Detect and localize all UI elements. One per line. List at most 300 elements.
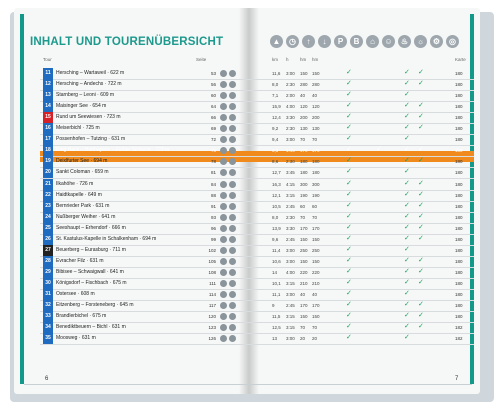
tour-page: 56 xyxy=(210,82,216,88)
check-icon: ✓ xyxy=(346,223,352,231)
tour-descent: 40 xyxy=(312,93,318,99)
check-icon: ✓ xyxy=(404,69,410,76)
difficulty-icon xyxy=(220,81,227,88)
tour-map-page: 180 xyxy=(455,292,463,297)
check-icon: ✓ xyxy=(346,201,352,209)
tour-ascent: 170 xyxy=(300,225,308,231)
tour-duration: 3:00 xyxy=(286,336,295,342)
tour-duration: 2:00 xyxy=(286,93,295,99)
check-icon: ✓ xyxy=(418,201,424,209)
tour-ascent: 40 xyxy=(300,292,306,297)
tour-duration: 3:00 xyxy=(286,292,295,297)
tour-duration: 2:45 xyxy=(286,303,295,309)
tour-duration: 3:30 xyxy=(286,225,295,231)
difficulty-icon xyxy=(220,203,227,210)
check-icon: ✓ xyxy=(404,267,410,275)
tour-ascent: 200 xyxy=(300,115,308,121)
difficulty-icon xyxy=(220,291,227,298)
left-accent-bar xyxy=(20,14,24,384)
tour-number: 28 xyxy=(43,256,53,267)
category-icon xyxy=(229,114,236,121)
tour-map-page: 182 xyxy=(455,325,463,331)
tour-duration: 1:45 xyxy=(286,148,295,154)
tour-page: 117 xyxy=(208,303,216,309)
tour-km: 6,3 xyxy=(272,148,279,154)
tour-duration: 3:00 xyxy=(286,258,295,264)
tour-ascent: 60 xyxy=(300,203,306,209)
tour-km: 9 xyxy=(272,303,275,309)
check-icon: ✓ xyxy=(418,278,424,286)
check-icon: ✓ xyxy=(418,146,424,154)
tour-ascent: 180 xyxy=(300,159,308,165)
check-icon: ✓ xyxy=(418,323,424,331)
tour-name: Beuerberg – Eurasburg · 711 m xyxy=(56,246,126,253)
tour-descent: 210 xyxy=(312,280,320,286)
category-icon xyxy=(229,92,236,99)
tour-duration: 3:45 xyxy=(286,170,295,176)
check-icon: ✓ xyxy=(346,234,352,242)
tour-ascent: 150 xyxy=(300,314,308,320)
tour-map-page: 180 xyxy=(455,236,463,242)
tour-descent: 70 xyxy=(312,214,318,220)
tour-duration: 2:30 xyxy=(286,126,295,132)
tour-km: 11,1 xyxy=(272,292,281,297)
check-icon: ✓ xyxy=(346,135,352,143)
check-icon: ✓ xyxy=(346,301,352,309)
check-icon: ✓ xyxy=(418,267,424,275)
tour-descent: 170 xyxy=(312,225,320,231)
check-icon: ✓ xyxy=(346,124,352,132)
tour-name: Königsdorf – Fischbach · 675 m xyxy=(56,279,127,286)
difficulty-icon xyxy=(220,147,227,154)
difficulty-icon xyxy=(220,324,227,331)
tour-name: Eitzenberg – Forsteneberg · 645 m xyxy=(56,302,134,309)
food-icon: ♨ xyxy=(398,35,411,48)
tour-name: Meiserbichl · 725 m xyxy=(56,125,100,132)
tour-duration: 3:15 xyxy=(286,192,295,198)
check-icon: ✓ xyxy=(404,102,410,110)
tour-km: 7,1 xyxy=(272,93,279,99)
tour-descent: 130 xyxy=(312,126,320,132)
category-icon xyxy=(229,258,236,265)
check-icon: ✓ xyxy=(418,69,424,76)
check-icon: ✓ xyxy=(404,179,410,187)
check-icon: ✓ xyxy=(404,312,410,320)
check-icon: ✓ xyxy=(346,256,352,264)
col-hm-down: hm xyxy=(312,57,319,62)
tour-number: 20 xyxy=(43,167,53,178)
tour-descent: 180 xyxy=(312,170,320,176)
tour-name: Rund um Seewiesen · 723 m xyxy=(56,114,121,121)
tour-ascent: 40 xyxy=(300,93,306,99)
check-icon: ✓ xyxy=(418,234,424,242)
col-km: km xyxy=(272,57,278,62)
difficulty-icon xyxy=(220,313,227,320)
tour-km: 10,6 xyxy=(272,258,281,264)
tour-number: 24 xyxy=(43,212,53,223)
check-icon: ✓ xyxy=(404,301,410,309)
tour-map-page: 180 xyxy=(455,93,463,99)
check-icon: ✓ xyxy=(418,102,424,110)
tour-map-page: 180 xyxy=(455,280,463,286)
check-icon: ✓ xyxy=(346,334,352,342)
page-number-right: 7 xyxy=(455,376,459,382)
child-icon: ☺ xyxy=(382,35,395,48)
tour-descent: 20 xyxy=(312,336,318,342)
check-icon: ✓ xyxy=(418,179,424,187)
mountain-icon: ▲ xyxy=(270,35,283,48)
tour-number: 19 xyxy=(43,156,53,167)
camera-icon: ◎ xyxy=(446,35,459,48)
tour-ascent: 170 xyxy=(300,148,308,154)
tour-page: 72 xyxy=(210,137,216,143)
tour-name: St. Kastulus-Kapelle in Schalkenham · 694 m xyxy=(56,235,157,242)
tour-page: 93 xyxy=(210,214,216,220)
check-icon: ✓ xyxy=(346,212,352,220)
tour-duration: 2:30 xyxy=(286,159,295,165)
tour-km: 12,4 xyxy=(272,115,281,121)
tour-number: 23 xyxy=(43,201,53,212)
tour-descent: 150 xyxy=(312,71,320,76)
table-row xyxy=(40,333,474,344)
difficulty-icon xyxy=(220,225,227,232)
difficulty-icon xyxy=(220,169,227,176)
tour-ascent: 170 xyxy=(300,303,308,309)
check-icon: ✓ xyxy=(346,179,352,187)
tour-km: 13 xyxy=(272,336,278,342)
check-icon: ✓ xyxy=(418,212,424,220)
category-icon xyxy=(229,280,236,287)
tour-name: Maisinger See · 654 m xyxy=(56,103,107,110)
tour-page: 84 xyxy=(210,181,216,187)
difficulty-icon xyxy=(220,280,227,287)
tour-descent: 70 xyxy=(312,325,318,331)
tour-descent: 150 xyxy=(312,314,320,320)
check-icon: ✓ xyxy=(418,312,424,320)
tour-duration: 4:15 xyxy=(286,181,295,187)
row-separator xyxy=(40,344,474,345)
tour-km: 11,6 xyxy=(272,71,281,76)
tour-km: 9,4 xyxy=(272,137,279,143)
tour-km: 16,3 xyxy=(272,181,281,187)
tour-number: 11 xyxy=(43,68,53,79)
tour-km: 13,9 xyxy=(272,225,281,231)
category-icon xyxy=(229,214,236,221)
check-icon: ✓ xyxy=(404,113,410,121)
tour-map-page: 180 xyxy=(455,115,463,121)
col-hm-up: hm xyxy=(300,57,307,62)
category-icon xyxy=(229,225,236,232)
difficulty-icon xyxy=(220,335,227,342)
tour-map-page: 180 xyxy=(455,314,463,320)
tour-page: 108 xyxy=(208,269,216,275)
category-icon xyxy=(229,192,236,199)
tour-duration: 3:00 xyxy=(286,137,295,143)
check-icon: ✓ xyxy=(418,124,424,132)
tour-ascent: 130 xyxy=(300,126,308,132)
tour-km: 8,6 xyxy=(272,159,279,165)
check-icon: ✓ xyxy=(418,190,424,198)
tour-map-page: 180 xyxy=(455,159,463,165)
tour-ascent: 120 xyxy=(300,104,308,110)
tour-km: 10,5 xyxy=(272,203,281,209)
tour-number: 32 xyxy=(43,300,53,311)
check-icon: ✓ xyxy=(346,69,352,76)
category-icon xyxy=(229,335,236,342)
tour-descent: 150 xyxy=(312,236,320,242)
check-icon: ✓ xyxy=(404,278,410,286)
tour-map-page: 180 xyxy=(455,247,463,253)
category-icon xyxy=(229,247,236,254)
sun-icon: ☼ xyxy=(414,35,427,48)
difficulty-icon xyxy=(220,92,227,99)
tour-map-page: 180 xyxy=(455,71,463,76)
tour-name: Nußberger Weiher · 641 m xyxy=(56,213,116,220)
check-icon: ✓ xyxy=(346,102,352,110)
check-icon: ✓ xyxy=(404,190,410,198)
check-icon: ✓ xyxy=(404,234,410,242)
category-icon xyxy=(229,269,236,276)
check-icon: ✓ xyxy=(404,245,410,253)
tour-number: 33 xyxy=(43,311,53,322)
tour-name: Haidtkapelle · 649 m xyxy=(56,191,102,198)
tour-number: 35 xyxy=(43,333,53,344)
tour-descent: 200 xyxy=(312,115,320,121)
page-number-left: 6 xyxy=(45,376,49,382)
tour-page: 78 xyxy=(210,159,216,165)
difficulty-icon xyxy=(220,70,227,77)
category-icon xyxy=(229,236,236,243)
tour-ascent: 180 xyxy=(300,170,308,176)
tour-duration: 2:45 xyxy=(286,236,295,242)
check-icon: ✓ xyxy=(404,201,410,209)
tour-number: 26 xyxy=(43,234,53,245)
difficulty-icon xyxy=(220,192,227,199)
check-icon: ✓ xyxy=(346,290,352,297)
category-icon xyxy=(229,70,236,77)
tour-name: Deixlfurter See · 694 m xyxy=(56,158,108,165)
category-icon xyxy=(229,313,236,320)
tour-name: Brandlerbichel · 675 m xyxy=(56,313,107,320)
col-karte: Karte xyxy=(455,57,466,62)
check-icon: ✓ xyxy=(418,80,424,88)
tour-page: 102 xyxy=(208,247,216,253)
category-icon xyxy=(229,169,236,176)
difficulty-icon xyxy=(220,114,227,121)
tour-number: 31 xyxy=(43,289,53,300)
tour-map-page: 180 xyxy=(455,214,463,220)
tour-descent: 300 xyxy=(312,181,320,187)
tour-duration: 3:30 xyxy=(286,115,295,121)
parking-icon: P xyxy=(334,35,347,48)
category-icon xyxy=(229,324,236,331)
tour-page: 96 xyxy=(210,225,216,231)
tour-ascent: 70 xyxy=(300,137,306,143)
check-icon: ✓ xyxy=(346,146,352,154)
tour-number: 14 xyxy=(43,101,53,112)
tour-descent: 40 xyxy=(312,292,318,297)
tour-ascent: 280 xyxy=(300,82,308,88)
check-icon: ✓ xyxy=(346,80,352,88)
tour-duration: 4:00 xyxy=(286,104,295,110)
difficulty-icon xyxy=(220,236,227,243)
tour-name: Hersching – Andechs · 722 m xyxy=(56,81,122,88)
tour-map-page: 180 xyxy=(455,82,463,88)
check-icon: ✓ xyxy=(346,190,352,198)
category-icon xyxy=(229,125,236,132)
tour-km: 12,1 xyxy=(272,192,281,198)
tour-duration: 3:00 xyxy=(286,71,295,76)
difficulty-icon xyxy=(220,125,227,132)
tour-descent: 120 xyxy=(312,104,320,110)
tour-km: 8,0 xyxy=(272,82,279,88)
check-icon: ✓ xyxy=(404,124,410,132)
tour-name: Evracher Filz · 631 m xyxy=(56,257,104,264)
tour-km: 9,2 xyxy=(272,126,279,132)
tour-map-page: 180 xyxy=(455,203,463,209)
page-heading: INHALT UND TOURENÜBERSICHT xyxy=(30,36,224,48)
tour-map-page: 180 xyxy=(455,225,463,231)
tour-page: 64 xyxy=(210,104,216,110)
tour-number: 15 xyxy=(43,112,53,123)
hut-icon: ⌂ xyxy=(366,35,379,48)
tour-page: 105 xyxy=(208,258,216,264)
tour-number: 29 xyxy=(43,267,53,278)
check-icon: ✓ xyxy=(346,323,352,331)
tour-descent: 280 xyxy=(312,82,320,88)
check-icon: ✓ xyxy=(418,301,424,309)
tour-duration: 2:30 xyxy=(286,82,295,88)
category-icon xyxy=(229,81,236,88)
check-icon: ✓ xyxy=(376,146,382,154)
category-icon xyxy=(229,136,236,143)
tour-number: 34 xyxy=(43,322,53,333)
tour-ascent: 20 xyxy=(300,336,306,342)
tour-number: 21 xyxy=(43,179,53,190)
tour-page: 126 xyxy=(208,336,216,342)
tour-km: 11,5 xyxy=(272,314,281,320)
footer-line xyxy=(24,384,472,385)
check-icon: ✓ xyxy=(346,267,352,275)
tour-page: 120 xyxy=(208,314,216,320)
check-icon: ✓ xyxy=(404,168,410,176)
difficulty-icon xyxy=(220,302,227,309)
tour-page: 76 xyxy=(210,148,216,154)
check-icon: ✓ xyxy=(346,312,352,320)
tour-duration: 3:00 xyxy=(286,247,295,253)
category-icon xyxy=(229,147,236,154)
check-icon: ✓ xyxy=(346,157,352,165)
tour-number: 30 xyxy=(43,278,53,289)
tour-descent: 170 xyxy=(312,303,320,309)
check-icon: ✓ xyxy=(404,334,410,342)
tour-km: 8,0 xyxy=(272,214,279,220)
tour-map-page: 180 xyxy=(455,104,463,110)
check-icon: ✓ xyxy=(346,245,352,253)
up-icon: ↑ xyxy=(302,35,315,48)
tour-map-page: 182 xyxy=(455,336,463,342)
tour-map-page: 180 xyxy=(455,137,463,143)
tour-number: 22 xyxy=(43,190,53,201)
tour-number: 25 xyxy=(43,223,53,234)
tour-map-page: 180 xyxy=(455,126,463,132)
check-icon: ✓ xyxy=(404,157,410,165)
check-icon: ✓ xyxy=(404,91,410,99)
tour-map-page: 180 xyxy=(455,303,463,309)
check-icon: ✓ xyxy=(418,113,424,121)
tour-number: 17 xyxy=(43,134,53,145)
tour-name: Moosweg · 631 m xyxy=(56,335,96,342)
tour-duration: 3:15 xyxy=(286,280,295,286)
category-icon xyxy=(229,158,236,165)
check-icon: ✓ xyxy=(404,323,410,331)
tour-map-page: 180 xyxy=(455,181,463,187)
tour-page: 66 xyxy=(210,115,216,121)
tour-page: 69 xyxy=(210,126,216,132)
tour-map-page: 180 xyxy=(455,269,463,275)
col-seite: Seite xyxy=(196,57,207,62)
check-icon: ✓ xyxy=(404,146,410,154)
tour-name: Ilkahöhe · 726 m xyxy=(56,180,94,187)
tour-duration: 4:00 xyxy=(286,269,295,275)
tour-map-page: 180 xyxy=(455,170,463,176)
difficulty-icon xyxy=(220,136,227,143)
difficulty-icon xyxy=(220,269,227,276)
difficulty-icon xyxy=(220,158,227,165)
check-icon: ✓ xyxy=(404,256,410,264)
tour-name: Seeshaupt – Erhendorf · 666 m xyxy=(56,224,126,231)
tour-name: Bernrieder Park · 631 m xyxy=(56,202,110,209)
tour-descent: 220 xyxy=(312,269,320,275)
tour-ascent: 70 xyxy=(300,214,306,220)
tour-map-page: 180 xyxy=(455,192,463,198)
tour-km: 11,4 xyxy=(272,247,281,253)
tour-descent: 150 xyxy=(312,258,320,264)
check-icon: ✓ xyxy=(346,278,352,286)
tour-page: 91 xyxy=(210,203,216,209)
tour-ascent: 250 xyxy=(300,247,308,253)
tour-name: Hersching – Wartaweil · 622 m xyxy=(56,70,125,76)
tour-ascent: 220 xyxy=(300,269,308,275)
difficulty-icon xyxy=(220,181,227,188)
tour-ascent: 70 xyxy=(300,325,306,331)
tour-map-page: 180 xyxy=(455,258,463,264)
tour-descent: 170 xyxy=(312,148,320,154)
tour-km: 15,9 xyxy=(272,104,281,110)
tour-ascent: 150 xyxy=(300,258,308,264)
tour-km: 12,7 xyxy=(272,170,281,176)
tour-number: 16 xyxy=(43,123,53,134)
tour-duration: 3:15 xyxy=(286,325,295,331)
check-icon: ✓ xyxy=(404,135,410,143)
check-icon: ✓ xyxy=(346,91,352,99)
tour-descent: 70 xyxy=(312,137,318,143)
tour-ascent: 210 xyxy=(300,280,308,286)
tour-page: 99 xyxy=(210,236,216,242)
col-tour: Tour xyxy=(43,57,52,62)
tour-number: 27 xyxy=(43,245,53,256)
category-icon xyxy=(229,181,236,188)
tour-name: Bibisee – Schwaigwall · 641 m xyxy=(56,268,124,275)
tour-duration: 2:45 xyxy=(286,203,295,209)
check-icon: ✓ xyxy=(404,290,410,297)
check-icon: ✓ xyxy=(404,80,410,88)
check-icon: ✓ xyxy=(418,256,424,264)
tour-km: 10,1 xyxy=(272,280,281,286)
tour-km: 14 xyxy=(272,269,278,275)
tour-descent: 180 xyxy=(312,159,320,165)
tour-name: Ostersee · 608 m xyxy=(56,291,95,297)
